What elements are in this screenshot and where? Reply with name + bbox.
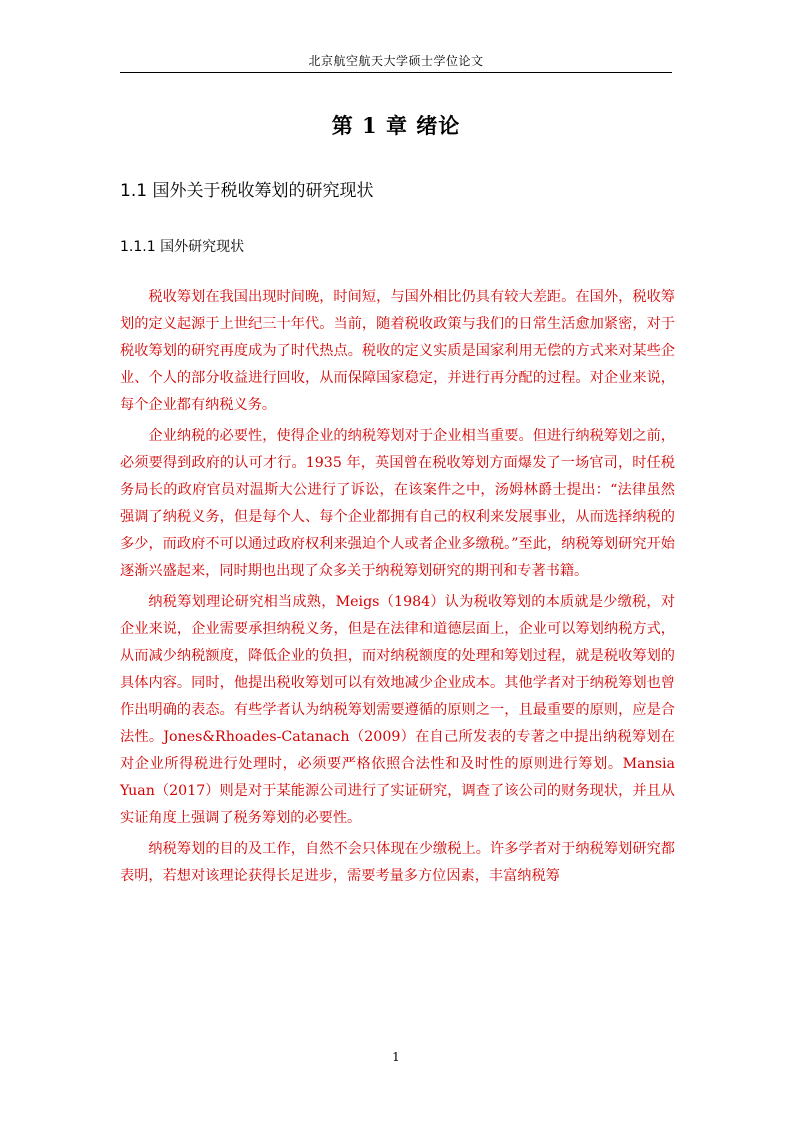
- page-number: 1: [392, 1050, 400, 1064]
- paragraph-4: 纳税筹划的目的及工作，自然不会只体现在少缴税上。许多学者对于纳税筹划研究都表明，若想对该理论获得长足进步，需要考量多方位因素，丰富纳税筹: [120, 841, 675, 884]
- section-heading: 1.1 国外关于税收筹划的研究现状: [120, 181, 374, 201]
- paragraph-1: 税收筹划在我国出现时间晚，时间短，与国外相比仍具有较大差距。在国外，税收筹划的定义起源于上世纪三十年代。当前，随着税收政策与我们的日常生活愈加紧密，对于税收筹划的研究再度成为了时代热点。税收的定义实质是国家利用无偿的方式来对某些企业、个人的部分收益进行回收，从而保障国家稳定，并进行再分配的过程。对企业来说，每个企业都有纳税义务。: [120, 289, 675, 413]
- paragraph-2: 企业纳税的必要性，使得企业的纳税筹划对于企业相当重要。但进行纳税筹划之前，必须要得到政府的认可才行。1935 年，英国曾在税收筹划方面爆发了一场官司，时任税务局长的政府官员对温斯大公进行了诉讼，在该案件之中，汤姆林爵士提出：“法律虽然强调了纳税义务，但是每个人、每个企业都拥有自己的权利来发展事业，从而选择纳税的多少，而政府不可以通过政府权利来强迫个人或者企业多缴税。”至此，纳税筹划研究开始逐渐兴盛起来，同时期也出现了众多关于纳税筹划研究的期刊和专著书籍。: [120, 428, 675, 579]
- chapter-title: 第 1 章 绪论: [331, 113, 461, 138]
- body-text: [120, 284, 675, 894]
- running-header: 北京航空航天大学硕士学位论文: [308, 54, 484, 68]
- header-divider: [120, 72, 672, 73]
- paragraph-3: 纳税筹划理论研究相当成熟，Meigs（1984）认为税收筹划的本质就是少缴税，对企业来说，企业需要承担纳税义务，但是在法律和道德层面上，企业可以筹划纳税方式，从而减少纳税额度，降低企业的负担，而对纳税额度的处理和筹划过程，就是税收筹划的具体内容。同时，他提出税收筹划可以有效地减少企业成本。其他学者对于纳税筹划也曾作出明确的表态。有些学者认为纳税筹划需要遵循的原则之一，且最重要的原则，应是合法性。Jones&Rhoades-Catanach（2009）在自己所发表的专著之中提出纳税筹划在对企业所得税进行处理时，必须要严格依照合法性和及时性的原则进行筹划。Mansia Yuan（2017）则是对于某能源公司进行了实证研究，调查了该公司的财务现状，并且从实证角度上强调了税务筹划的必要性。: [120, 594, 675, 826]
- subsection-heading: 1.1.1 国外研究现状: [120, 239, 245, 255]
